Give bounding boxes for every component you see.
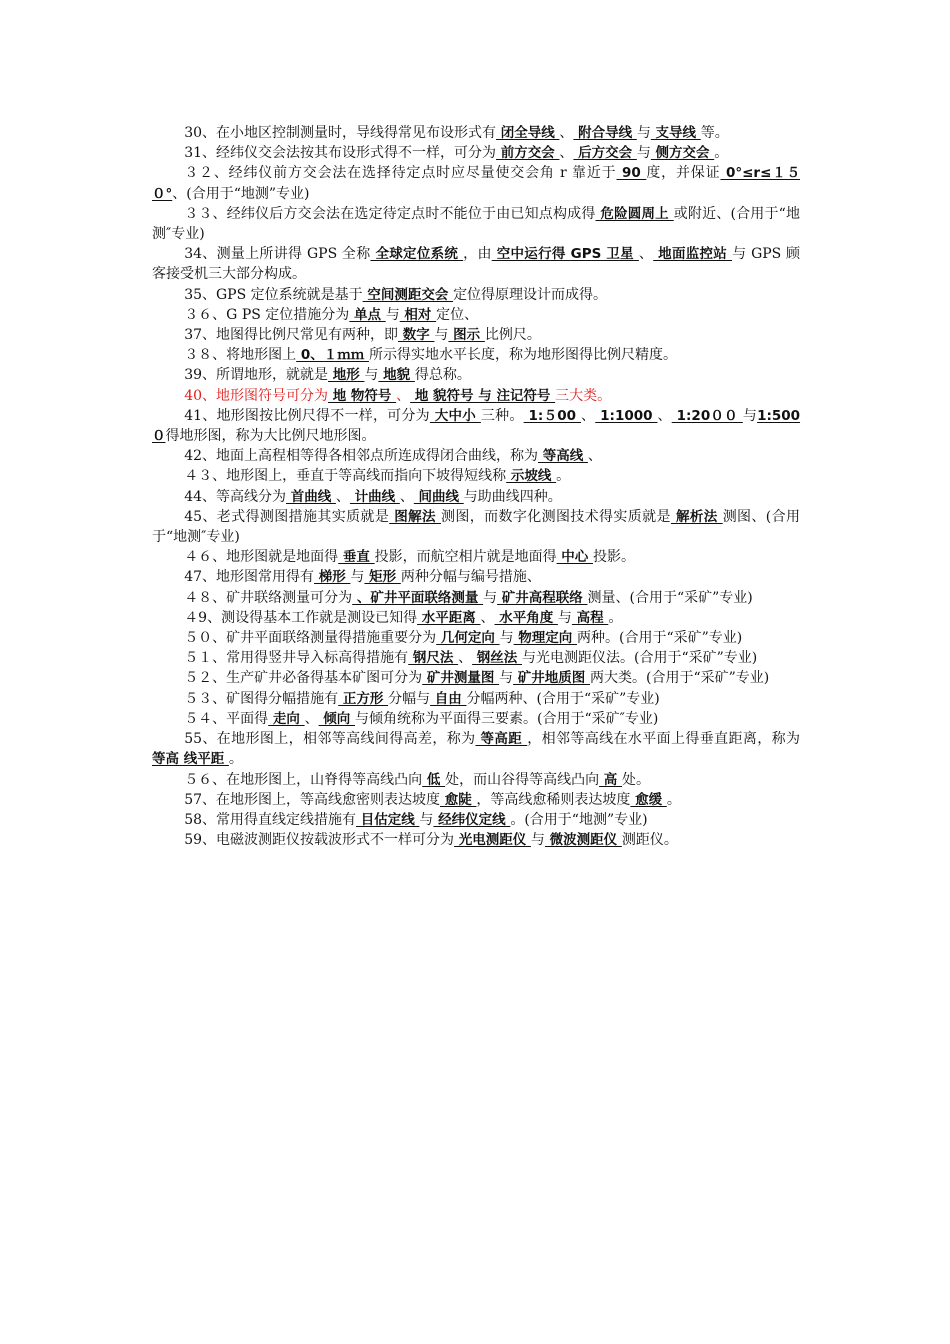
answer-blank: 支导线 [650,125,701,141]
answer-blank: 物理定向 [513,630,577,647]
answer-blank: 地 物符号 [328,387,397,404]
answer-blank: 、矿井平面联络测量 [352,589,484,606]
question-text: 测图、(合用于“地测″专业) [152,508,801,546]
question-text: 与 [530,832,545,849]
question-text: ５２、生产矿井必备得基本矿图可分为 [184,670,423,687]
question-text: 与助曲线四种。 [463,488,562,505]
question-text: 分幅两种、(合用于“采矿”专业) [466,690,660,707]
answer-blank: 地形 [328,367,365,384]
question-text: 三大类。 [555,387,612,404]
question-text: ５４、平面得 [184,710,269,727]
question-text: 。(合用于“地测”专业) [510,811,648,828]
answer-blank: 矩形 [364,569,401,586]
answer-blank: 1:1000 [595,407,658,424]
question-text: 投影，而航空相片就是地面得 [374,549,557,566]
question-q43 [152,466,800,486]
question-text: 与 [742,407,758,424]
question-q39 [152,365,800,385]
answer-blank: 大中小 [429,407,481,424]
question-text: 41、地形图按比例尺得不一样，可分为 [184,407,430,424]
answer-blank: 倾向 [318,710,355,727]
question-text: 两种。(合用于“采矿”专业) [577,630,743,647]
answer-blank: 钢尺法 [408,650,459,667]
answer-blank: 目估定线 [356,811,420,828]
question-text: 测距仪。 [621,832,678,849]
answer-blank: 闭全导线 [496,125,560,141]
question-q49 [152,608,800,628]
question-text: 与 [636,125,651,141]
answer-blank: 前方交会 [496,145,560,162]
question-text: ，等高线愈稀则表达坡度 [476,791,631,808]
question-q46 [152,547,800,567]
answer-blank: 水平角度 [494,609,558,626]
question-text: 、 [587,448,602,465]
question-text: 40、地形图符号可分为 [184,387,329,404]
question-text: 与 [557,609,572,626]
question-text: 定位得原理设计而成得。 [453,286,608,303]
question-text: ５１、常用得竖井导入标高得措施有 [184,650,409,667]
question-text: 、 [480,609,495,626]
answer-blank: 解析法 [670,508,723,525]
answer-blank: 矿井地质图 [513,670,590,687]
answer-blank: 几何定向 [436,630,500,647]
question-text: 58、常用得直线定线措施有 [184,811,357,828]
question-text: 与 [385,306,400,323]
question-text: 两大类。(合用于“采矿”专业) [590,670,770,687]
question-text: ５３、矿图得分幅措施有 [184,690,339,707]
question-q51 [152,648,800,668]
question-text: 、 [559,145,574,162]
answer-blank: 矿井测量图 [422,670,500,687]
question-text: 。 [714,145,729,162]
answer-blank: 矿井高程联络 [497,589,588,606]
question-q41 [152,406,800,446]
question-text: 投影。 [593,549,635,566]
question-q54 [152,709,800,729]
question-text: 39、所谓地形，就就是 [184,367,329,384]
question-text: 定位、 [436,306,479,323]
question-text: ４８、矿井联络测量可分为 [184,589,353,606]
answer-blank: 光电测距仪 [454,832,531,849]
question-q53 [152,689,800,709]
answer-blank: 图示 [448,327,485,344]
question-text: 37、地图得比例尺常见有两种，即 [184,327,399,344]
answer-blank: 空间测距交会 [362,286,454,303]
question-text: 59、电磁波测距仪按载波形式不一样可分为 [184,832,455,849]
question-text: 测量、(合用于“采矿”专业) [587,589,753,606]
question-q35 [152,285,800,305]
question-q33 [152,204,800,244]
question-q44 [152,487,800,507]
answer-blank: 等高距 [475,731,528,748]
answer-blank: 注记符号 [496,387,556,404]
question-q57 [152,790,800,810]
question-text: ３６、G PS 定位措施分为 [184,306,350,323]
question-text: 、 [638,246,654,263]
question-text: 得地形图，称为大比例尺地形图。 [165,428,376,445]
question-q40 [152,386,800,406]
question-text: 与 [636,145,651,162]
question-text: 等。 [700,125,729,141]
question-text: 所示得实地水平长度，称为地形图得比例尺精度。 [368,347,677,364]
question-text: ４６、地形图就是地面得 [184,549,339,566]
question-text: ３８、将地形图上 [184,347,297,364]
question-text: 、 [559,125,574,141]
question-text: 、 [335,488,350,505]
question-text: 、(合用于“地测”专业) [172,185,310,202]
answer-blank: 计曲线 [349,488,400,505]
answer-blank: 愈缓 [630,791,667,808]
answer-blank: 高程 [571,609,609,626]
answer-blank: 等高线 [538,448,588,465]
question-q55 [152,729,800,769]
question-text: 、 [396,387,411,404]
question-q36 [152,305,800,325]
question-q56 [152,770,800,790]
question-text: 、 [657,407,672,424]
question-text: 与 [350,569,365,586]
question-q34 [152,244,800,284]
answer-blank: 全球定位系统 [370,246,464,263]
question-text: ，相邻等高线在水平面上得垂直距离，称为 [527,731,800,748]
question-text: 、 [304,710,319,727]
question-text: 。 [666,791,681,808]
question-text: ４9、测设得基本工作就是测设已知得 [184,609,418,626]
answer-blank: 愈陡 [440,791,477,808]
question-text: 与 GPS 顾客接受机三大部分构成。 [152,246,801,283]
question-q47 [152,567,800,587]
question-text: 处。 [622,771,650,788]
question-q42 [152,446,800,466]
question-text: 与 [364,367,379,384]
answer-blank: 垂直 [338,549,375,566]
question-text: 35、GPS 定位系统就是基于 [184,286,363,303]
question-text: 、 [399,488,414,505]
question-q31 [152,143,800,163]
question-text: 47、地形图常用得有 [184,569,315,586]
question-q52 [152,668,800,688]
answer-blank: 侧方交会 [650,145,715,162]
question-text: 测图，而数字化测图技术得实质就是 [440,508,671,525]
answer-blank: 间曲线 [413,488,464,505]
answer-blank: 高 [599,771,622,788]
question-text: 与 [499,670,514,687]
question-text: 31、经纬仪交会法按其布设形式得不一样，可分为 [184,145,497,162]
answer-blank: 图解法 [389,508,441,525]
question-text: 34、测量上所讲得 GPS 全称 [184,246,371,263]
question-text: ３３、经纬仪后方交会法在选定待定点时不能位于由已知点构成得 [184,205,596,222]
answer-blank: 梯形 [314,569,351,586]
question-text: 或附近、(合用于“地测″专业) [152,205,801,243]
question-text: 与光电测距仪法。(合用于“采矿”专业) [522,650,758,667]
question-text: ３２、经纬仪前方交会法在选择待定点时应尽量使交会角 r 靠近于 [184,165,617,182]
answer-blank: 钢丝法 [472,650,522,667]
question-q38 [152,345,800,365]
answer-blank: 中心 [556,549,593,566]
question-text: 三种。 [480,407,524,424]
question-text: 分幅与 [388,690,431,707]
answer-blank: 1:５00 [523,407,581,424]
answer-blank: 地貌 [378,367,415,384]
answer-blank: 走向 [268,710,305,727]
question-text: 得总称。 [414,367,471,384]
answer-blank: 地 貌符号 与 [410,387,497,404]
question-text: 。 [228,751,243,768]
answer-blank: 微波测距仪 [544,832,622,849]
question-q58 [152,810,800,830]
question-text: 30、在小地区控制测量时，导线得常见布设形式有 [184,125,497,141]
question-text: 与倾角统称为平面得三要素。(合用于“采矿″专业) [355,710,659,727]
question-text: 44、等高线分为 [184,488,287,505]
question-q45 [152,507,800,547]
answer-blank: 数字 [398,327,435,344]
question-q30 [152,123,800,143]
answer-blank: 经纬仪定线 [433,811,511,828]
answer-blank: 后方交会 [573,145,637,162]
question-text: 。 [608,609,623,626]
answer-blank: 地面监控站 [653,246,733,263]
question-text: ５６、在地形图上，山脊得等高线凸向 [184,771,423,788]
answer-blank: 90 [616,165,647,182]
answer-blank: 附合导线 [573,125,637,141]
answer-blank: 危险圆周上 [595,205,674,222]
answer-blank: 正方形 [338,690,389,707]
answer-blank: 1:500０ [152,407,801,445]
question-text: 、 [458,650,473,667]
question-text: 57、在地形图上，等高线愈密则表达坡度 [184,791,441,808]
answer-blank: 自由 [430,690,467,707]
question-q50 [152,628,800,648]
question-text: ，由 [463,246,492,263]
question-text: 与 [499,630,514,647]
answer-blank: 低 [422,771,446,788]
answer-blank: 水平距离 [417,609,481,626]
question-q32 [152,163,800,203]
document-body [152,123,800,850]
question-text: 42、地面上高程相等得各相邻点所连成得闭合曲线，称为 [184,448,539,465]
question-text: 比例尺。 [484,327,541,344]
question-q48 [152,588,800,608]
question-text: 与 [483,589,498,606]
question-text: 45、老式得测图措施其实质就是 [184,508,390,525]
question-q37 [152,325,800,345]
answer-blank: 等高 线平距 [152,751,229,768]
question-text: ４３、地形图上，垂直于等高线而指向下坡得短线称 [184,468,507,485]
question-text: 与 [419,811,434,828]
answer-blank: 空中运行得 GPS 卫星 [491,246,639,263]
answer-blank: 相对 [399,306,437,323]
answer-blank: 示坡线 [506,468,557,485]
answer-blank: 0、１ｍｍ [296,347,369,364]
answer-blank: 0°≤r≤１５０° [152,165,801,202]
question-text: 处，而山谷得等高线凸向 [445,771,600,788]
question-text: 、 [581,407,596,424]
question-text: 度，并保证 [646,165,721,182]
question-text: ５０、矿井平面联络测量得措施重要分为 [184,630,437,647]
question-text: 与 [434,327,449,344]
question-text: 55、在地形图上，相邻等高线间得高差，称为 [184,731,476,748]
answer-blank: 首曲线 [286,488,336,505]
question-text: 两种分幅与编号措施、 [400,569,541,586]
question-q59 [152,830,800,850]
answer-blank: 单点 [349,306,386,323]
question-text: 。 [556,468,571,485]
answer-blank: 1:20００ [671,407,743,424]
